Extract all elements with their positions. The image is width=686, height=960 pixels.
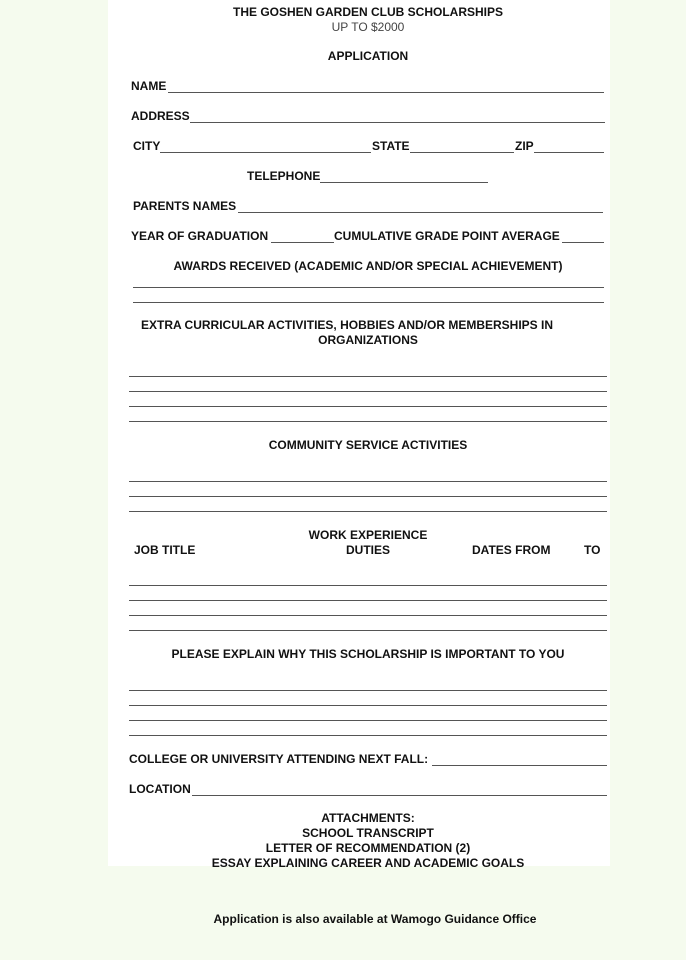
address-field[interactable] — [190, 122, 605, 123]
explain-line[interactable] — [129, 720, 607, 721]
work-line[interactable] — [129, 585, 607, 586]
name-field[interactable] — [168, 92, 604, 93]
attachment-item: ESSAY EXPLAINING CAREER AND ACADEMIC GOALS — [211, 856, 525, 870]
telephone-label: TELEPHONE — [247, 169, 321, 183]
state-field[interactable] — [410, 152, 514, 153]
work-line[interactable] — [129, 600, 607, 601]
location-label: LOCATION — [129, 782, 191, 796]
city-field[interactable] — [160, 152, 371, 153]
gpa-field[interactable] — [562, 242, 604, 243]
parents-field[interactable] — [238, 212, 603, 213]
awards-heading: AWARDS RECEIVED (ACADEMIC AND/OR SPECIAL ACHIEVEMENT) — [173, 259, 563, 273]
location-field[interactable] — [192, 795, 607, 796]
parents-label: PARENTS NAMES — [133, 199, 237, 213]
community-line[interactable] — [129, 496, 607, 497]
duties-column: DUTIES — [345, 543, 391, 557]
college-field[interactable] — [432, 765, 607, 766]
application-page — [108, 0, 610, 866]
dates-from-column: DATES FROM — [472, 543, 551, 557]
community-heading: COMMUNITY SERVICE ACTIVITIES — [268, 438, 468, 452]
awards-line[interactable] — [133, 302, 604, 303]
extracurricular-line[interactable] — [129, 421, 607, 422]
form-name: APPLICATION — [327, 49, 409, 63]
extracurricular-heading: EXTRA CURRICULAR ACTIVITIES, HOBBIES AND/OR MEMBERSHIPS IN — [140, 318, 554, 332]
name-label: NAME — [131, 79, 167, 93]
form-subtitle: UP TO $2000 — [331, 20, 405, 34]
graduation-field[interactable] — [271, 242, 334, 243]
attachment-item: LETTER OF RECOMMENDATION (2) — [265, 841, 471, 855]
awards-line[interactable] — [133, 287, 604, 288]
extracurricular-heading-2: ORGANIZATIONS — [318, 333, 418, 347]
extracurricular-line[interactable] — [129, 391, 607, 392]
explain-line[interactable] — [129, 705, 607, 706]
graduation-label: YEAR OF GRADUATION — [131, 229, 269, 243]
telephone-field[interactable] — [320, 182, 488, 183]
zip-label: ZIP — [515, 139, 534, 153]
college-label: COLLEGE OR UNIVERSITY ATTENDING NEXT FALL: — [129, 752, 429, 766]
explain-line[interactable] — [129, 735, 607, 736]
gpa-label: CUMULATIVE GRADE POINT AVERAGE — [334, 229, 560, 243]
explain-line[interactable] — [129, 690, 607, 691]
state-label: STATE — [372, 139, 410, 153]
community-line[interactable] — [129, 481, 607, 482]
extracurricular-line[interactable] — [129, 376, 607, 377]
extracurricular-line[interactable] — [129, 406, 607, 407]
attachment-item: SCHOOL TRANSCRIPT — [302, 826, 434, 840]
community-line[interactable] — [129, 511, 607, 512]
explain-heading: PLEASE EXPLAIN WHY THIS SCHOLARSHIP IS IMPORTANT TO YOU — [171, 647, 565, 661]
zip-field[interactable] — [534, 152, 604, 153]
address-label: ADDRESS — [131, 109, 190, 123]
footer-note: Application is also available at Wamogo Guidance Office — [213, 912, 537, 926]
work-line[interactable] — [129, 630, 607, 631]
work-line[interactable] — [129, 615, 607, 616]
form-title: THE GOSHEN GARDEN CLUB SCHOLARSHIPS — [232, 5, 504, 19]
work-heading: WORK EXPERIENCE — [308, 528, 428, 542]
job-title-column: JOB TITLE — [134, 543, 196, 557]
city-label: CITY — [133, 139, 161, 153]
to-column: TO — [584, 543, 601, 557]
attachments-heading: ATTACHMENTS: — [321, 811, 415, 825]
